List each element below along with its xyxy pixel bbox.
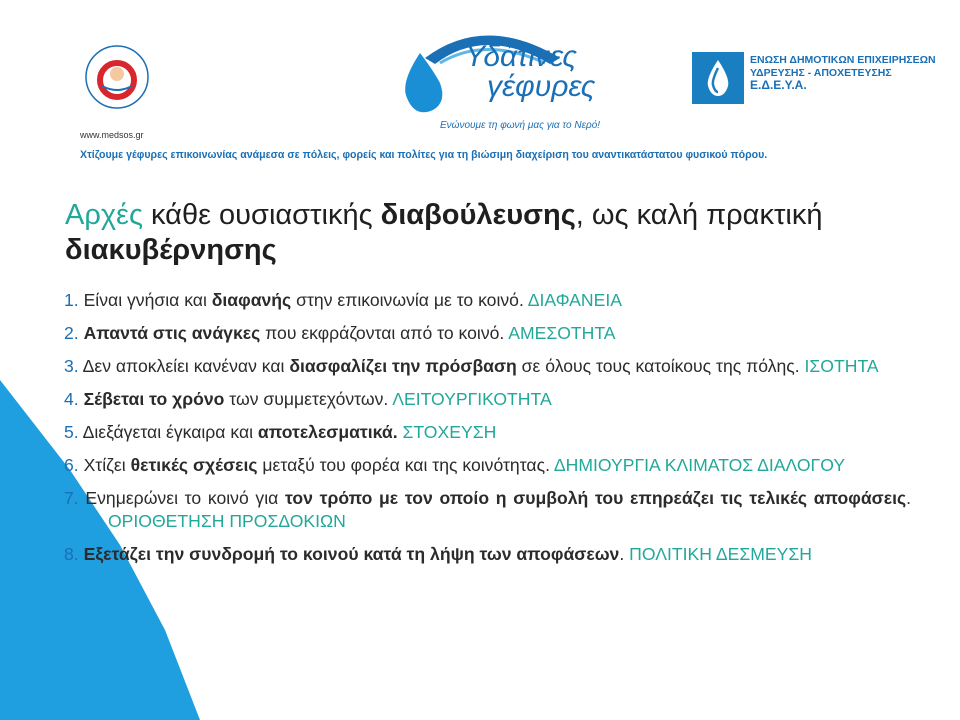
- item-text-tail: στην επικοινωνία με το κοινό.: [291, 290, 528, 310]
- ydatines-line2: γέφυρες: [487, 70, 596, 103]
- title-part-1: Αρχές: [65, 199, 143, 231]
- item-keyword: ΑΜΕΣΟΤΗΤΑ: [508, 323, 616, 343]
- list-item: [64, 289, 911, 312]
- item-number: 7.: [64, 488, 79, 508]
- ydatines-gefyres-logo: [385, 18, 601, 138]
- item-bold: θετικές σχέσεις: [130, 455, 258, 475]
- list-item: [64, 487, 911, 533]
- item-keyword: ΙΣΟΤΗΤΑ: [804, 356, 879, 376]
- title-part-5: διακυβέρνησης: [65, 234, 277, 266]
- edeya-logo: [692, 50, 942, 110]
- item-number: 3.: [64, 356, 79, 376]
- item-number: 2.: [64, 323, 79, 343]
- item-text: Δεν αποκλείει κανέναν και: [78, 356, 290, 376]
- item-bold: Σέβεται το χρόνο: [83, 389, 225, 409]
- list-item: [64, 388, 911, 411]
- list-item: [64, 421, 911, 444]
- item-bold: διασφαλίζει την πρόσβαση: [289, 356, 517, 376]
- item-keyword: ΠΟΛΙΤΙΚΗ ΔΕΣΜΕΥΣΗ: [629, 544, 812, 564]
- item-text: Διεξάγεται έγκαιρα και: [78, 422, 258, 442]
- item-text-tail: των συμμετεχόντων.: [224, 389, 393, 409]
- edeya-name: [750, 54, 936, 92]
- header-tagline: Χτίζουμε γέφυρες επικοινωνίας ανάμεσα σε πόλεις, φορείς και πολίτες για τη βιώσιμη διαχείριση του αναντικατάστατου φυσικού πόρου.: [80, 149, 768, 161]
- item-bold: Απαντά στις ανάγκες: [83, 323, 261, 343]
- item-text-tail: που εκφράζονται από το κοινό.: [260, 323, 509, 343]
- item-number: 8.: [64, 544, 79, 564]
- edeya-drop-icon: [692, 52, 744, 104]
- ydatines-line1: Υδάτινες: [465, 40, 577, 73]
- item-keyword: ΔΗΜΙΟΥΡΓΙΑ ΚΛΙΜΑΤΟΣ ΔΙΑΛΟΓΟΥ: [553, 455, 846, 475]
- item-text-tail: μεταξύ του φορέα και της κοινότητας.: [257, 455, 554, 475]
- item-bold: διαφανής: [211, 290, 292, 310]
- principles-list: [64, 289, 911, 576]
- item-bold: αποτελεσματικά.: [257, 422, 398, 442]
- list-item: [64, 543, 911, 566]
- item-number: 6.: [64, 455, 79, 475]
- item-number: 4.: [64, 389, 79, 409]
- edeya-line1: ΕΝΩΣΗ ΔΗΜΟΤΙΚΩΝ ΕΠΙΧΕΙΡΗΣΕΩΝ: [750, 54, 936, 66]
- item-keyword: ΟΡΙΟΘΕΤΗΣΗ ΠΡΟΣΔΟΚΙΩΝ: [108, 511, 346, 531]
- item-text-tail: .: [906, 488, 911, 508]
- title-part-3: διαβούλευσης: [380, 199, 576, 231]
- medsos-url: www.medsos.gr: [80, 130, 144, 140]
- ydatines-subtitle: Ενώνουμε τη φωνή μας για το Νερό!: [440, 120, 601, 131]
- item-number: 1.: [64, 290, 79, 310]
- item-text: Χτίζει: [78, 455, 131, 475]
- item-text-tail: .: [619, 544, 630, 564]
- title-part-4: , ως καλή πρακτική: [575, 199, 823, 231]
- list-item: [64, 355, 911, 378]
- list-item: [64, 322, 911, 345]
- ydatines-title: [465, 42, 595, 102]
- medsos-emblem-icon: [62, 22, 172, 132]
- item-keyword: ΔΙΑΦΑΝΕΙΑ: [527, 290, 622, 310]
- item-text-tail: σε όλους τους κατοίκους της πόλης.: [516, 356, 805, 376]
- edeya-line2: ΥΔΡΕΥΣΗΣ - ΑΠΟΧΕΤΕΥΣΗΣ: [750, 66, 892, 79]
- page-title: [65, 198, 825, 268]
- item-bold: Εξετάζει την συνδρομή το κοινού κατά τη λήψη των αποφάσεων: [83, 544, 620, 564]
- item-number: 5.: [64, 422, 79, 442]
- item-keyword: ΛΕΙΤΟΥΡΓΙΚΟΤΗΤΑ: [392, 389, 552, 409]
- item-text: Είναι γνήσια και: [78, 290, 212, 310]
- item-bold: τον τρόπο με τον οποίο η συμβολή του επηρεάζει τις τελικές αποφάσεις: [285, 488, 907, 508]
- item-text: Ενημερώνει το κοινό για: [78, 488, 286, 508]
- medsos-logo: [62, 22, 172, 142]
- item-keyword: ΣΤΟΧΕΥΣΗ: [402, 422, 497, 442]
- list-item: [64, 454, 911, 477]
- title-part-2: κάθε ουσιαστικής: [142, 199, 381, 231]
- edeya-line3: Ε.Δ.Ε.Υ.Α.: [750, 78, 807, 92]
